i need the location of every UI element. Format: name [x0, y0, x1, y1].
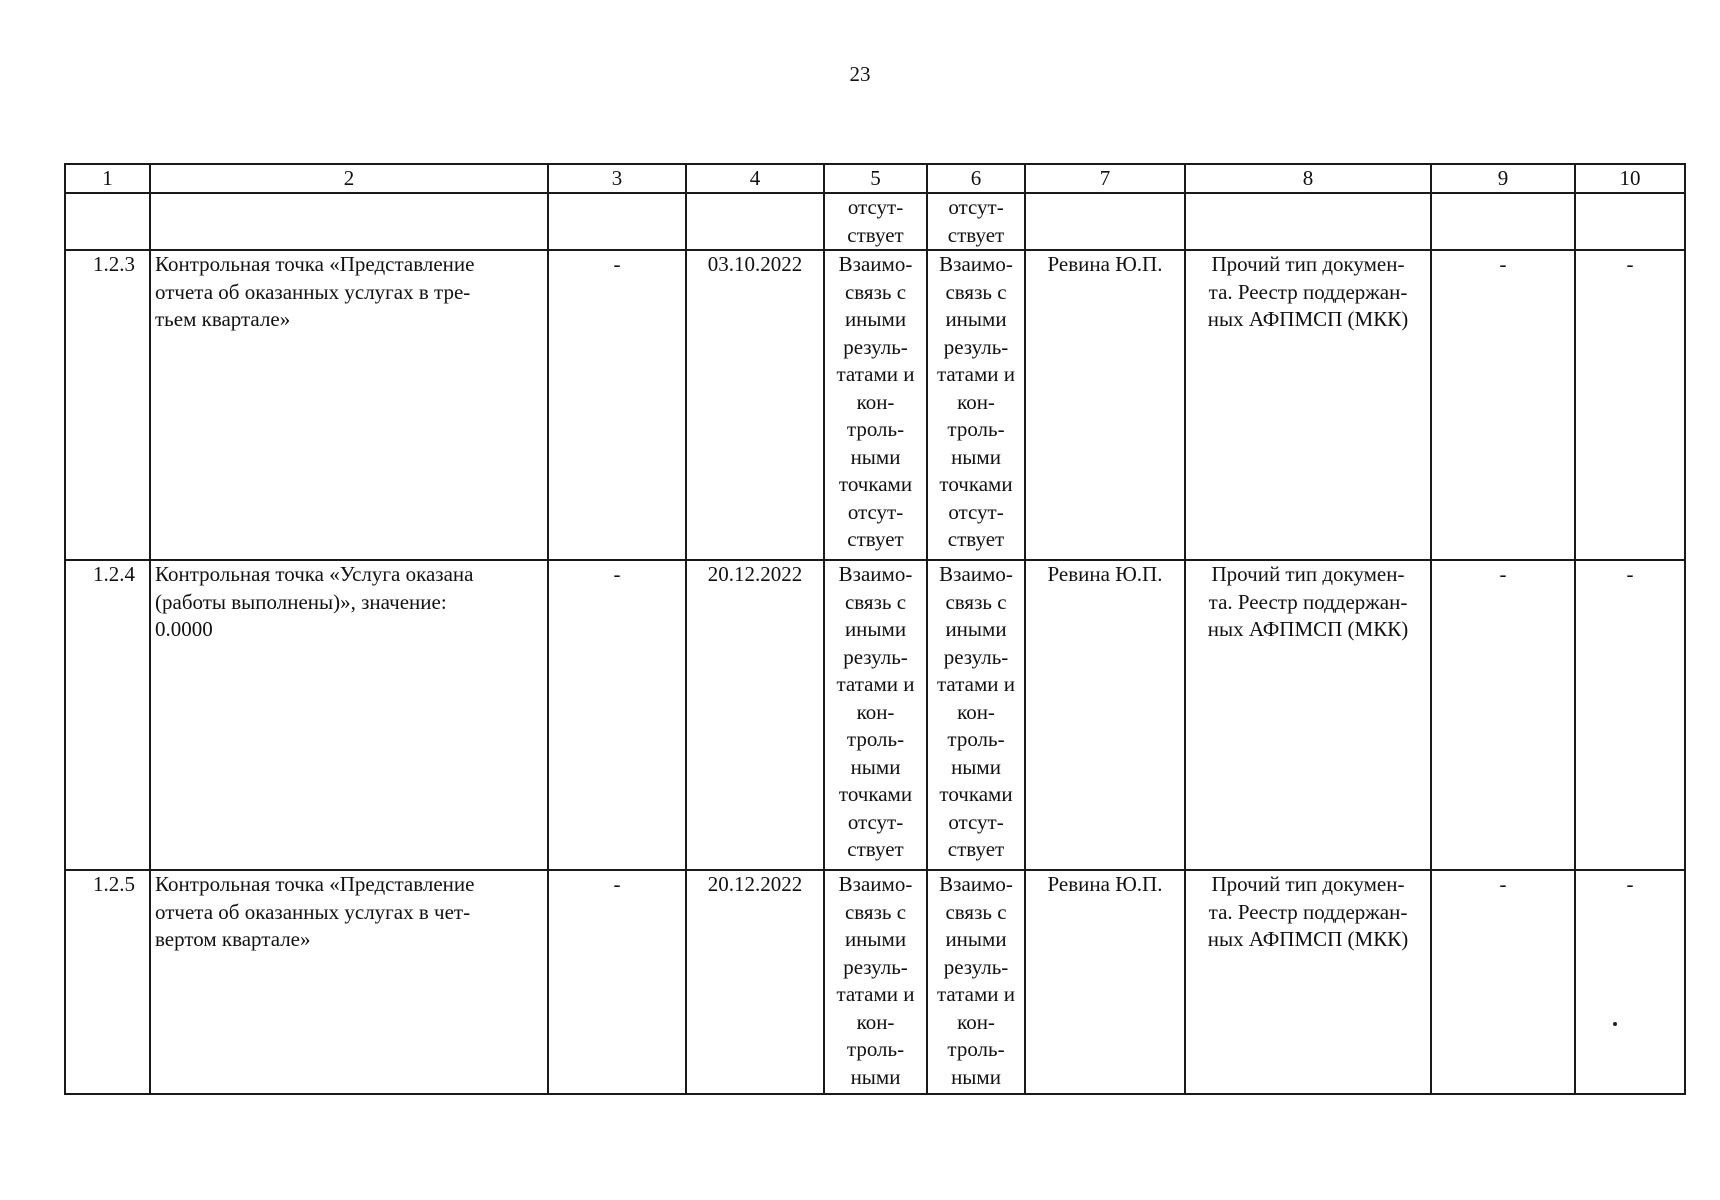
row-number-cell: 1.2.3: [65, 250, 150, 560]
relation-line: иными: [844, 617, 907, 641]
description-cell: [150, 250, 548, 560]
relation-line: Взаимо-: [838, 562, 913, 586]
relation-line: резуль-: [943, 334, 1009, 359]
relation-cell-col5: [824, 250, 927, 560]
relation-line: троль-: [947, 727, 1005, 751]
relation-line: троль-: [846, 727, 905, 751]
document-type-line: та. Реестр поддержан-: [1208, 279, 1408, 304]
relation-line: иными: [945, 927, 1007, 951]
relation-line: ствует: [947, 837, 1005, 861]
description-line: отчета об оказанных услугах в тре-: [155, 279, 471, 304]
col3-cell: -: [548, 870, 686, 1094]
relation-line: ными: [951, 1064, 1001, 1089]
table-row: [65, 560, 1685, 870]
relation-line: татами и: [836, 672, 915, 696]
row-number-cell: 1.2.4: [65, 560, 150, 870]
relation-line: точками: [939, 782, 1013, 806]
col3-cell: [548, 193, 686, 250]
header-col-4: 4: [686, 164, 824, 193]
header-col-3: 3: [548, 164, 686, 193]
description-line: (работы выполнены)», значение:: [155, 589, 447, 614]
relation-line: кон-: [856, 1009, 895, 1034]
document-type-line: та. Реестр поддержан-: [1208, 899, 1408, 924]
relation-line: связь с: [844, 899, 907, 924]
header-col-5: 5: [824, 164, 927, 193]
table-row: [65, 193, 1685, 250]
table-row: [65, 870, 1685, 1094]
relation-line: резуль-: [843, 334, 908, 359]
stray-dot-mark: [1613, 1022, 1617, 1026]
relation-line: троль-: [947, 417, 1005, 441]
document-type-line: Прочий тип докумен-: [1211, 252, 1405, 276]
relation-line: иными: [844, 307, 907, 331]
due-date-cell: 20.12.2022: [686, 870, 824, 1094]
table-body: [65, 193, 1685, 1094]
header-col-10: 10: [1575, 164, 1685, 193]
relation-line: троль-: [846, 1037, 905, 1061]
row-number-cell: 1.2.5: [65, 870, 150, 1094]
relation-line: точками: [939, 472, 1013, 496]
relation-line: ными: [850, 754, 901, 779]
description-cell: [150, 560, 548, 870]
description-line: отчета об оказанных услугах в чет-: [155, 899, 471, 924]
relation-line: связь с: [945, 589, 1007, 614]
relation-line: татами и: [937, 362, 1015, 386]
col10-cell: [1575, 193, 1685, 250]
relation-line: связь с: [945, 899, 1007, 924]
document-type-cell: [1185, 560, 1431, 870]
relation-line: отсут-: [847, 499, 904, 524]
relation-cell-col5: [824, 560, 927, 870]
relation-line: резуль-: [843, 954, 908, 979]
document-type-line: та. Реестр поддержан-: [1208, 589, 1408, 614]
relation-line: связь с: [844, 589, 907, 614]
document-type-line: ных АФПМСП (МКК): [1207, 927, 1409, 951]
description-cell: [150, 193, 548, 250]
due-date-cell: 20.12.2022: [686, 560, 824, 870]
description-line: Контрольная точка «Представление: [155, 872, 475, 896]
relation-line: связь с: [945, 279, 1007, 304]
col10-cell: -: [1575, 870, 1685, 1094]
header-col-8: 8: [1185, 164, 1431, 193]
header-col-2: 2: [150, 164, 548, 193]
relation-line: ствует: [947, 222, 1005, 247]
table-header-row: [65, 164, 1685, 193]
relation-line: Взаимо-: [838, 252, 913, 276]
document-type-line: Прочий тип докумен-: [1211, 562, 1405, 586]
responsible-person-cell: Ревина Ю.П.: [1025, 870, 1185, 1094]
relation-line: Взаимо-: [838, 872, 913, 896]
control-points-table: [64, 163, 1686, 1095]
relation-line: отсут-: [948, 195, 1004, 219]
document-type-line: Прочий тип докумен-: [1211, 872, 1405, 896]
relation-cell-col5: [824, 193, 927, 250]
document-type-cell: [1185, 250, 1431, 560]
relation-cell-col6: [927, 193, 1025, 250]
relation-line: татами и: [836, 982, 915, 1006]
responsible-person-cell: Ревина Ю.П.: [1025, 250, 1185, 560]
relation-line: ствует: [947, 527, 1005, 551]
relation-cell-col6: [927, 250, 1025, 560]
relation-line: татами и: [937, 672, 1015, 696]
relation-line: отсут-: [847, 809, 904, 834]
col9-cell: -: [1431, 560, 1575, 870]
relation-line: резуль-: [843, 644, 908, 669]
responsible-person-cell: [1025, 193, 1185, 250]
relation-line: ными: [951, 444, 1001, 469]
col10-cell: -: [1575, 560, 1685, 870]
relation-line: ными: [951, 754, 1001, 779]
document-type-cell: [1185, 870, 1431, 1094]
relation-line: резуль-: [943, 644, 1009, 669]
relation-line: отсут-: [948, 499, 1004, 524]
relation-line: кон-: [856, 389, 895, 414]
document-type-line: ных АФПМСП (МКК): [1207, 617, 1409, 641]
col3-cell: -: [548, 560, 686, 870]
header-col-7: 7: [1025, 164, 1185, 193]
relation-line: отсут-: [847, 195, 904, 219]
relation-line: ствует: [847, 527, 904, 551]
description-line: Контрольная точка «Услуга оказана: [155, 562, 474, 586]
relation-cell-col5: [824, 870, 927, 1094]
page-number: 23: [849, 62, 871, 86]
relation-line: троль-: [846, 417, 905, 441]
relation-line: Взаимо-: [939, 252, 1013, 276]
due-date-cell: [686, 193, 824, 250]
description-line: 0.0000: [155, 617, 213, 641]
header-col-6: 6: [927, 164, 1025, 193]
col10-cell: -: [1575, 250, 1685, 560]
relation-line: татами и: [937, 982, 1015, 1006]
relation-line: иными: [844, 927, 907, 951]
relation-line: кон-: [957, 389, 995, 414]
document-type-cell: [1185, 193, 1431, 250]
col9-cell: -: [1431, 870, 1575, 1094]
relation-line: кон-: [957, 1009, 995, 1034]
relation-line: ными: [850, 1064, 901, 1089]
relation-line: иными: [945, 307, 1007, 331]
relation-line: точками: [838, 472, 913, 496]
table-row: [65, 250, 1685, 560]
relation-line: ствует: [847, 837, 904, 861]
due-date-cell: 03.10.2022: [686, 250, 824, 560]
description-line: Контрольная точка «Представление: [155, 252, 475, 276]
description-line: тьем квартале»: [155, 307, 291, 331]
relation-line: иными: [945, 617, 1007, 641]
relation-cell-col6: [927, 870, 1025, 1094]
relation-line: Взаимо-: [939, 562, 1013, 586]
relation-line: отсут-: [948, 809, 1004, 834]
header-col-9: 9: [1431, 164, 1575, 193]
relation-line: Взаимо-: [939, 872, 1013, 896]
col9-cell: -: [1431, 250, 1575, 560]
relation-line: резуль-: [943, 954, 1009, 979]
row-number-cell: [65, 193, 150, 250]
relation-line: ствует: [847, 222, 904, 247]
col9-cell: [1431, 193, 1575, 250]
description-cell: [150, 870, 548, 1094]
relation-line: кон-: [856, 699, 895, 724]
relation-line: кон-: [957, 699, 995, 724]
relation-line: связь с: [844, 279, 907, 304]
relation-cell-col6: [927, 560, 1025, 870]
relation-line: ными: [850, 444, 901, 469]
relation-line: татами и: [836, 362, 915, 386]
col3-cell: -: [548, 250, 686, 560]
header-col-1: 1: [65, 164, 150, 193]
document-type-line: ных АФПМСП (МКК): [1207, 307, 1409, 331]
description-line: вертом квартале»: [155, 927, 311, 951]
relation-line: точками: [838, 782, 913, 806]
relation-line: троль-: [947, 1037, 1005, 1061]
responsible-person-cell: Ревина Ю.П.: [1025, 560, 1185, 870]
